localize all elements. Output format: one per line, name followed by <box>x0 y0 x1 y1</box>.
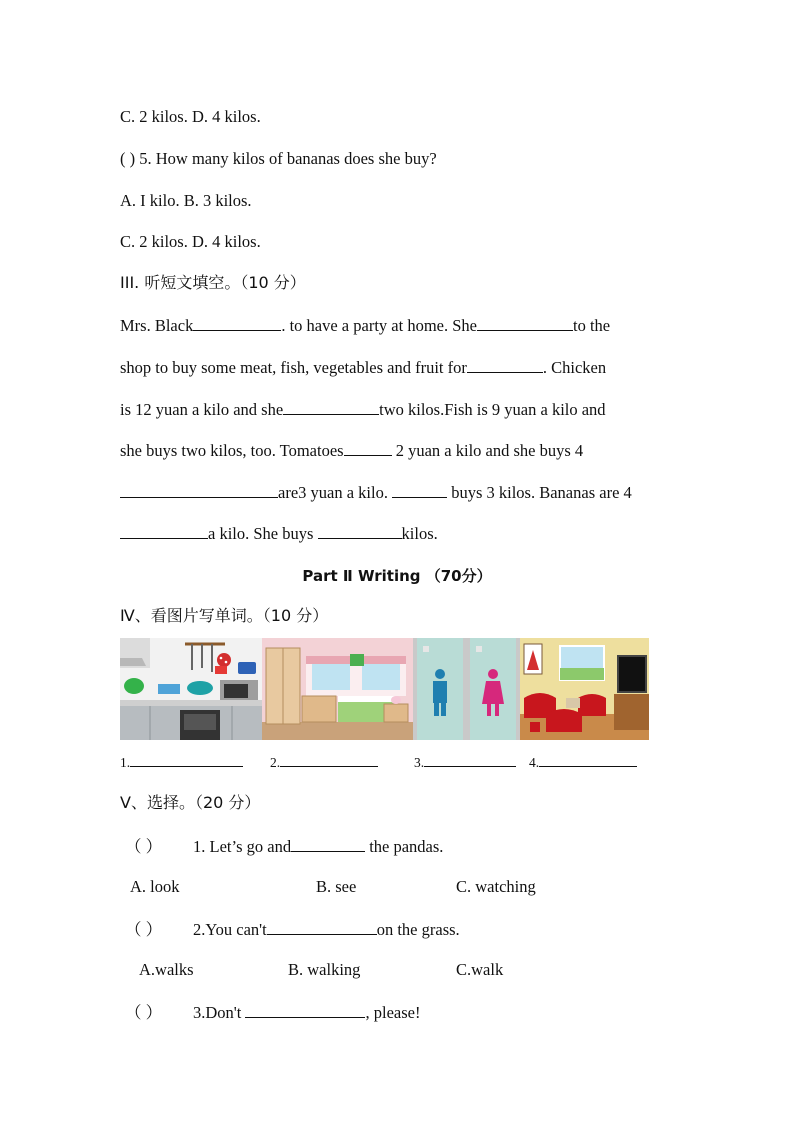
fill-blank[interactable] <box>280 752 378 767</box>
number: 2. <box>270 755 281 770</box>
section5-q1-option-c[interactable]: C. watching <box>456 877 536 896</box>
answer-1 <box>120 752 243 771</box>
answer-4 <box>529 752 637 771</box>
fill-blank[interactable] <box>120 523 208 539</box>
text: 2.You can't <box>193 920 267 939</box>
text: shop to buy some meat, fish, vegetables and fruit for <box>120 358 467 377</box>
section3-heading: III. 听短文填空。（10 分） <box>120 273 306 292</box>
fill-blank[interactable] <box>245 1002 365 1018</box>
fill-blank[interactable] <box>267 919 377 935</box>
text: are3 yuan a kilo. <box>278 483 393 502</box>
text: is 12 yuan a kilo and she <box>120 400 284 419</box>
text: 2 yuan a kilo and she buys 4 <box>391 441 584 460</box>
text: she buys two kilos, too. Tomatoes <box>120 441 344 460</box>
section3-line-6 <box>120 523 438 544</box>
fill-blank[interactable] <box>291 836 365 852</box>
text: 1. Let’s go and <box>193 837 292 856</box>
fill-blank[interactable] <box>120 482 278 498</box>
text: buys 3 kilos. Bananas are 4 <box>447 483 632 502</box>
text: . Chicken <box>542 358 607 377</box>
q5-options-cd: C. 2 kilos. D. 4 kilos. <box>120 232 261 251</box>
section5-q2-option-c[interactable]: C.walk <box>456 960 504 979</box>
answer-parentheses[interactable]: （ ） <box>125 837 163 856</box>
text: , please! <box>365 1003 421 1022</box>
section5-q1-stem <box>125 836 443 857</box>
section5-q3-stem <box>125 1002 420 1023</box>
text: kilos. <box>401 524 438 543</box>
fill-blank[interactable] <box>318 523 402 539</box>
living-room-picture <box>520 638 649 740</box>
text: on the grass. <box>376 920 460 939</box>
section4-heading: Ⅳ、看图片写单词。（10 分） <box>120 606 329 625</box>
section5-q2-option-b[interactable]: B. walking <box>288 960 361 979</box>
section5-q1-option-b[interactable]: B. see <box>316 877 357 896</box>
q4-options-cd: C. 2 kilos. D. 4 kilos. <box>120 107 261 126</box>
q5-stem: ( ) 5. How many kilos of bananas does she buy? <box>120 149 437 168</box>
section3-line-3 <box>120 399 606 420</box>
answer-3 <box>414 752 516 771</box>
part2-title: Part Ⅱ Writing （70分） <box>302 567 492 585</box>
kitchen-picture <box>120 638 262 740</box>
number: 4. <box>529 755 540 770</box>
fill-blank[interactable] <box>283 399 379 415</box>
section3-line-5 <box>120 482 632 503</box>
fill-blank[interactable] <box>467 357 543 373</box>
text: Mrs. Black <box>120 316 194 335</box>
number: 3. <box>414 755 425 770</box>
answer-2 <box>270 752 378 771</box>
fill-blank[interactable] <box>424 752 516 767</box>
section3-line-1 <box>120 315 610 336</box>
answer-parentheses[interactable]: （ ） <box>125 920 163 939</box>
fill-blank[interactable] <box>130 752 243 767</box>
section5-heading: Ⅴ、选择。（20 分） <box>120 793 261 812</box>
fill-blank[interactable] <box>477 315 573 331</box>
text: . to have a party at home. She <box>281 316 477 335</box>
section3-line-2 <box>120 357 606 378</box>
section5-q2-stem <box>125 919 460 940</box>
section5-q1-option-a[interactable]: A. look <box>130 877 180 896</box>
answer-parentheses[interactable]: （ ） <box>125 1003 163 1022</box>
text: the pandas. <box>365 837 444 856</box>
restroom-picture <box>413 638 520 740</box>
number: 1. <box>120 755 131 770</box>
fill-blank[interactable] <box>539 752 637 767</box>
fill-blank[interactable] <box>193 315 281 331</box>
bedroom-picture <box>262 638 413 740</box>
text: a kilo. She buys <box>208 524 318 543</box>
fill-blank[interactable] <box>392 482 447 498</box>
fill-blank[interactable] <box>344 440 392 456</box>
q5-options-ab: A. I kilo. B. 3 kilos. <box>120 191 252 210</box>
text: to the <box>572 316 611 335</box>
section5-q2-option-a[interactable]: A.walks <box>139 960 194 979</box>
section3-line-4 <box>120 440 583 461</box>
text: 3.Don't <box>193 1003 246 1022</box>
text: two kilos.Fish is 9 yuan a kilo and <box>379 400 606 419</box>
picture-strip <box>120 638 649 740</box>
